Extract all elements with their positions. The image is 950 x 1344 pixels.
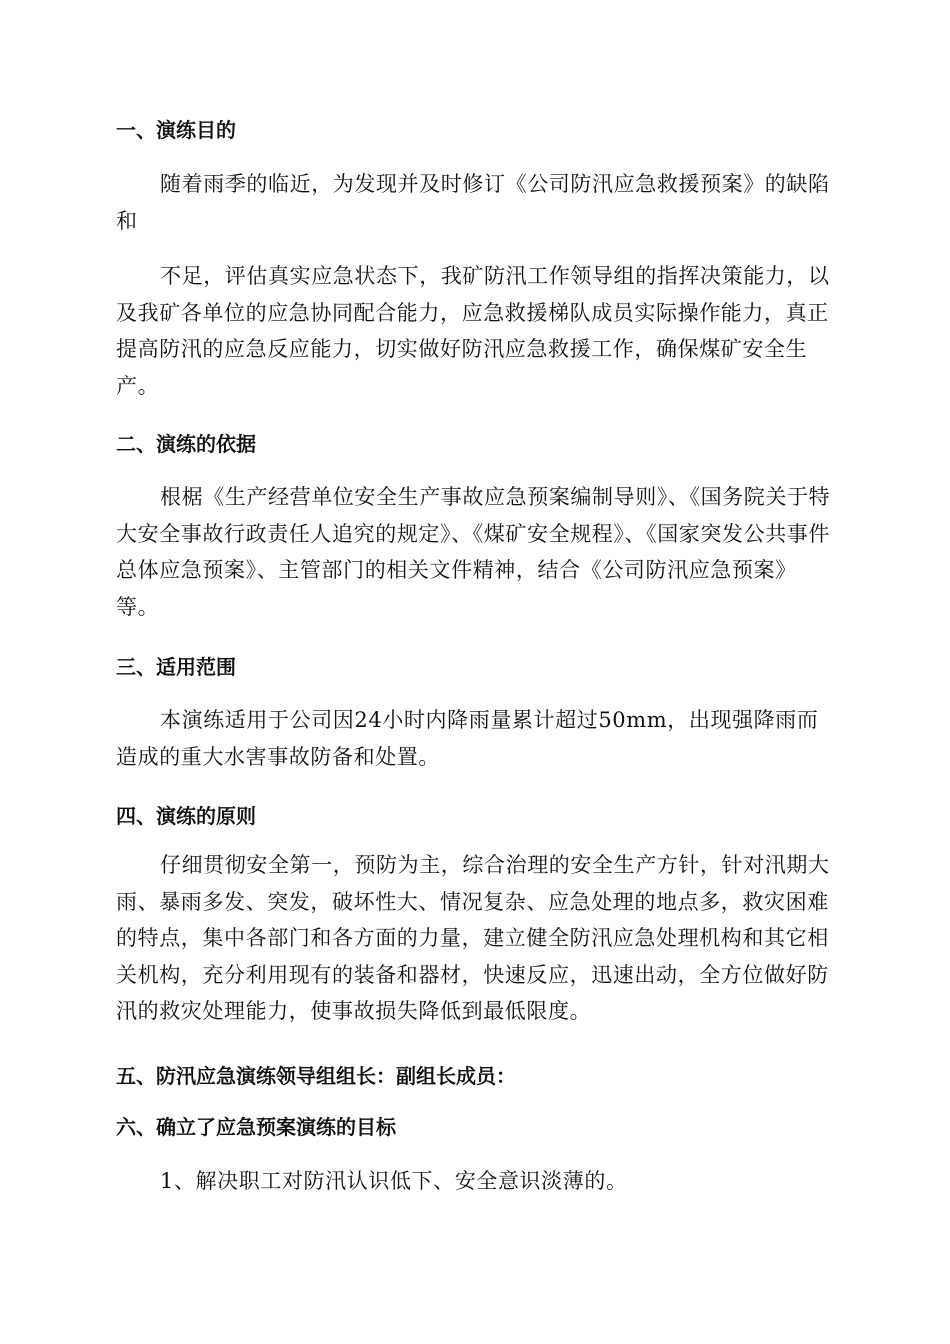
paragraph-scope: 本演练适用于公司因24小时内降雨量累计超过50mm，出现强降雨而造成的重大水害事故防备和处置。 (116, 708, 819, 769)
paragraph-purpose-2: 不足，评估真实应急状态下，我矿防汛工作领导组的指挥决策能力，以及我矿各单位的应急协同配合能力，应急救援梯队成员实际操作能力，真正提高防汛的应急反应能力，切实做好防汛应急救援工作，确保煤矿安全生产。 (116, 264, 830, 398)
paragraph-purpose-1: 随着雨季的临近，为发现并及时修订《公司防汛应急救援预案》的缺陷和 (116, 172, 830, 233)
section-heading-principles: 四、演练的原则 (116, 804, 256, 828)
section-heading-leadership: 五、防汛应急演练领导组组长：副组长成员： (116, 1064, 516, 1088)
section-heading-purpose: 一、演练目的 (116, 118, 236, 142)
paragraph-goals-1: 1、解决职工对防汛认识低下、安全意识淡薄的。 (160, 1169, 628, 1193)
section-heading-scope: 三、适用范围 (116, 655, 236, 679)
section-heading-goals: 六、确立了应急预案演练的目标 (116, 1115, 396, 1139)
paragraph-principles: 仔细贯彻安全第一，预防为主，综合治理的安全生产方针，针对汛期大雨、暴雨多发、突发，破坏性大、情况复杂、应急处理的地点多，救灾困难的特点，集中各部门和各方面的力量，建立健全防汛应急处理机构和其它相关机构，充分利用现有的装备和器材，快速反应，迅速出动，全方位做好防汛的救灾处理能力，使事故损失降低到最低限度。 (116, 853, 830, 1023)
paragraph-basis: 根椐《生产经营单位安全生产事故应急预案编制导则》、《国务院关于特大安全事故行政责任人追究的规定》、《煤矿安全规程》、《国家突发公共事件总体应急预案》、主管部门的相关文件精神，结合《公司防汛应急预案》等。 (116, 485, 831, 619)
section-heading-basis: 二、演练的依据 (116, 432, 256, 456)
